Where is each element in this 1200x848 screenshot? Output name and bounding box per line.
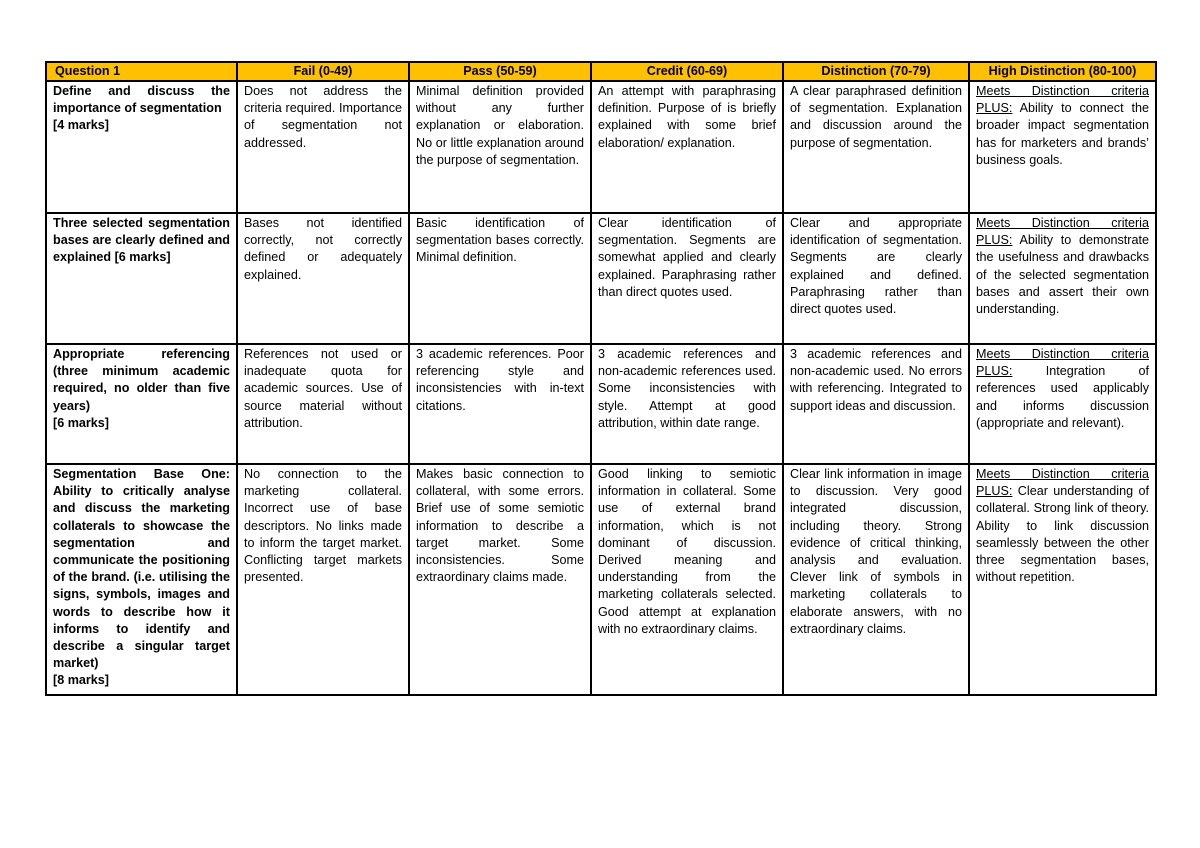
pass-cell: Minimal definition provided without any further explanation or elaboration. No or little explanation around the purpose of segmentation. bbox=[409, 81, 591, 213]
criterion-text: Define and discuss the importance of segmentation bbox=[53, 84, 230, 116]
criterion-cell bbox=[46, 213, 237, 344]
hd-lead: Meets Distinction criteria PLUS: bbox=[976, 467, 1149, 499]
distinction-cell: 3 academic references and non-academic used. No errors with referencing. Integrated to support ideas and discussion. bbox=[783, 344, 969, 464]
criterion-cell bbox=[46, 344, 237, 464]
header-high-distinction: High Distinction (80-100) bbox=[969, 62, 1156, 81]
table-row bbox=[46, 213, 1156, 344]
fail-cell: Bases not identified correctly, not correctly defined or adequately explained. bbox=[237, 213, 409, 344]
credit-cell: Clear identification of segmentation. Segments are somewhat applied and clearly explained. Paraphrasing rather than direct quotes used. bbox=[591, 213, 783, 344]
header-row bbox=[46, 62, 1156, 81]
criterion-text: Segmentation Base One: Ability to critically analyse and discuss the marketing collaterals to showcase the segmentation and communicate the positioning of the brand. (i.e. utilising the signs, symbols, images and words to describe how it informs to identify and describe a singular target market) bbox=[53, 467, 230, 671]
criterion-marks: [8 marks] bbox=[53, 673, 110, 688]
criterion-marks: [6 marks] bbox=[53, 415, 110, 430]
fail-cell: No connection to the marketing collateral. Incorrect use of base descriptors. No links made to inform the target market. Conflicting target markets presented. bbox=[237, 464, 409, 695]
pass-cell: Basic identification of segmentation bases correctly. Minimal definition. bbox=[409, 213, 591, 344]
distinction-cell: Clear link information in image to discussion. Very good integrated discussion, including theory. Strong evidence of critical thinking, analysis and evaluation. Clever link of symbols in marketing collaterals to elaborate answers, with no extraordinary claims. bbox=[783, 464, 969, 695]
fail-cell: References not used or inadequate quota for academic sources. Use of source material without attribution. bbox=[237, 344, 409, 464]
criterion-marks: [4 marks] bbox=[53, 118, 110, 133]
hd-text: Ability to connect the broader impact segmentation has for marketers and brands’ business goals. bbox=[976, 101, 1149, 167]
distinction-cell: Clear and appropriate identification of segmentation. Segments are clearly explained and defined. Paraphrasing rather than direct quotes used. bbox=[783, 213, 969, 344]
hd-text: Ability to demonstrate the usefulness and drawbacks of the selected segmentation bases and assert their own understanding. bbox=[976, 233, 1149, 317]
header-distinction: Distinction (70-79) bbox=[783, 62, 969, 81]
fail-cell: Does not address the criteria required. Importance of segmentation not addressed. bbox=[237, 81, 409, 213]
hd-text: Clear understanding of collateral. Strong link of theory. Ability to link discussion seamlessly between the other three segmentation bases, without repetition. bbox=[976, 484, 1149, 585]
hd-lead: Meets Distinction criteria PLUS: bbox=[976, 347, 1149, 379]
credit-cell: 3 academic references and non-academic references used. Some inconsistencies with style. Attempt at good attribution, within date range. bbox=[591, 344, 783, 464]
criterion-text: Three selected segmentation bases are clearly defined and explained [6 marks] bbox=[53, 216, 230, 265]
table-row bbox=[46, 81, 1156, 213]
criterion-text: Appropriate referencing (three minimum academic required, no older than five years) bbox=[53, 347, 230, 413]
criterion-cell bbox=[46, 464, 237, 695]
credit-cell: Good linking to semiotic information in collateral. Some use of external brand information, which is not dominant of discussion. Derived meaning and understanding from the marketing collaterals selected. Good attempt at explanation with no extraordinary claims. bbox=[591, 464, 783, 695]
hd-lead: Meets Distinction criteria PLUS: bbox=[976, 84, 1149, 116]
high-distinction-cell bbox=[969, 213, 1156, 344]
high-distinction-cell bbox=[969, 464, 1156, 695]
header-fail: Fail (0-49) bbox=[237, 62, 409, 81]
hd-lead: Meets Distinction criteria PLUS: bbox=[976, 216, 1149, 248]
rubric-table bbox=[45, 61, 1157, 696]
credit-cell: An attempt with paraphrasing definition. Purpose of is briefly explained with some brief elaboration/ explanation. bbox=[591, 81, 783, 213]
hd-text: Integration of references used applicably and informs discussion (appropriate and relevant). bbox=[976, 364, 1150, 430]
table-row bbox=[46, 344, 1156, 464]
table-row bbox=[46, 464, 1156, 695]
criterion-cell bbox=[46, 81, 237, 213]
high-distinction-cell bbox=[969, 81, 1156, 213]
distinction-cell: A clear paraphrased definition of segmentation. Explanation and discussion around the purpose of segmentation. bbox=[783, 81, 969, 213]
header-credit: Credit (60-69) bbox=[591, 62, 783, 81]
pass-cell: 3 academic references. Poor referencing style and inconsistencies with in-text citations. bbox=[409, 344, 591, 464]
header-question: Question 1 bbox=[46, 62, 237, 81]
pass-cell: Makes basic connection to collateral, with some errors. Brief use of some semiotic information to describe a target market. Some inconsistencies. Some extraordinary claims made. bbox=[409, 464, 591, 695]
header-pass: Pass (50-59) bbox=[409, 62, 591, 81]
high-distinction-cell bbox=[969, 344, 1156, 464]
